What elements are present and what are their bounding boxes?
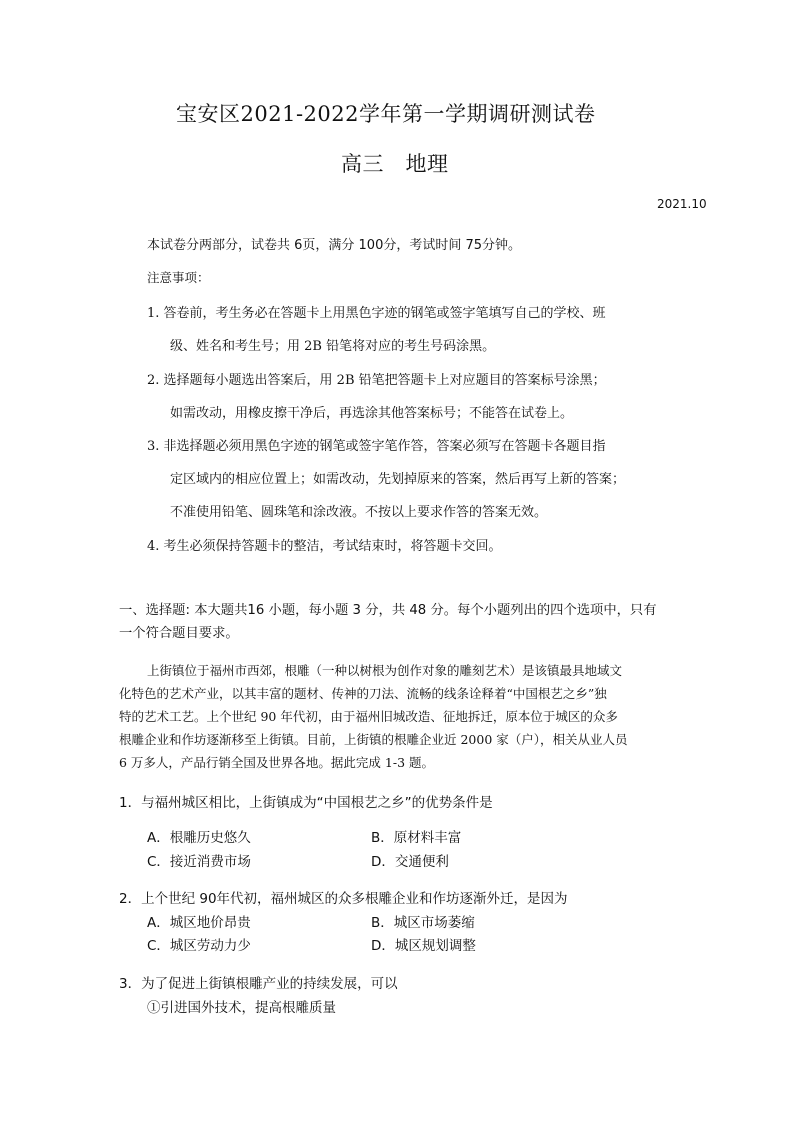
question-2-option-a: A．城区地价昂贵: [147, 915, 251, 931]
exam-title: 宝安区2021-2022学年第一学期调研测试卷: [176, 102, 596, 126]
question-1-option-b: B．原材料丰富: [371, 830, 462, 846]
question-1-option-c: C．接近消费市场: [147, 854, 251, 870]
question-2-option-d: D．城区规划调整: [371, 938, 476, 954]
passage-line: 上街镇位于福州市西郊，根雕（一种以树根为创作对象的雕刻艺术）是该镇最具地域文: [147, 663, 623, 678]
passage-line: 根雕企业和作坊逐渐移至上街镇。目前，上街镇的根雕企业近 2000 家（户），相关从业人员: [119, 732, 628, 747]
question-2-option-c: C．城区劳动力少: [147, 938, 251, 954]
exam-summary: 本试卷分两部分，试卷共 6页，满分 100分，考试时间 75分钟。: [147, 238, 522, 253]
question-3-statement: ①引进国外技术，提高根雕质量: [147, 1000, 336, 1016]
subject-title: 高三 地理: [341, 152, 449, 176]
passage-line: 6 万多人，产品行销全国及世界各地。据此完成 1-3 题。: [119, 755, 435, 770]
notice-line: 1. 答卷前，考生务必在答题卡上用黑色字迹的钢笔或签字笔填写自己的学校、班: [147, 306, 606, 321]
notice-line: 如需改动，用橡皮擦干净后，再选涂其他答案标号；不能答在试卷上。: [170, 406, 574, 421]
notice-heading: 注意事项：: [147, 270, 210, 285]
notice-line: 3. 非选择题必须用黑色字迹的钢笔或签字笔作答，答案必须写在答题卡各题目指: [147, 439, 606, 454]
notice-line: 不准使用铅笔、圆珠笔和涂改液。不按以上要求作答的答案无效。: [170, 505, 548, 520]
question-1-option-a: A．根雕历史悠久: [147, 830, 251, 846]
question-2-option-b: B．城区市场萎缩: [371, 915, 475, 931]
exam-date: 2021.10: [657, 197, 707, 211]
question-1-stem: 1．与福州城区相比，上街镇成为“中国根艺之乡”的优势条件是: [119, 795, 493, 811]
section-heading-cont: 一个符合题目要求。: [119, 626, 239, 641]
section-heading: 一、选择题: 本大题共16 小题，每小题 3 分，共 48 分。每个小题列出的四个选项中，只有: [119, 603, 657, 618]
notice-line: 2. 选择题每小题选出答案后，用 2B 铅笔把答题卡上对应题目的答案标号涂黑；: [147, 373, 606, 388]
notice-line: 4. 考生必须保持答题卡的整洁，考试结束时，将答题卡交回。: [147, 539, 502, 554]
passage-line: 特的艺术工艺。上个世纪 90 年代初，由于福州旧城改造、征地拆迁，原本位于城区的众多: [119, 709, 618, 724]
question-1-option-d: D．交通便利: [371, 854, 449, 870]
notice-line: 级、姓名和考生号；用 2B 铅笔将对应的考生号码涂黑。: [170, 339, 496, 354]
question-3-stem: 3．为了促进上街镇根雕产业的持续发展，可以: [119, 976, 398, 992]
passage-line: 化特色的艺术产业，以其丰富的题材、传神的刀法、流畅的线条诠释着“中国根艺之乡”独: [119, 686, 607, 701]
notice-line: 定区域内的相应位置上；如需改动，先划掉原来的答案，然后再写上新的答案；: [170, 472, 626, 487]
question-2-stem: 2．上个世纪 90年代初，福州城区的众多根雕企业和作坊逐渐外迁，是因为: [119, 891, 568, 907]
